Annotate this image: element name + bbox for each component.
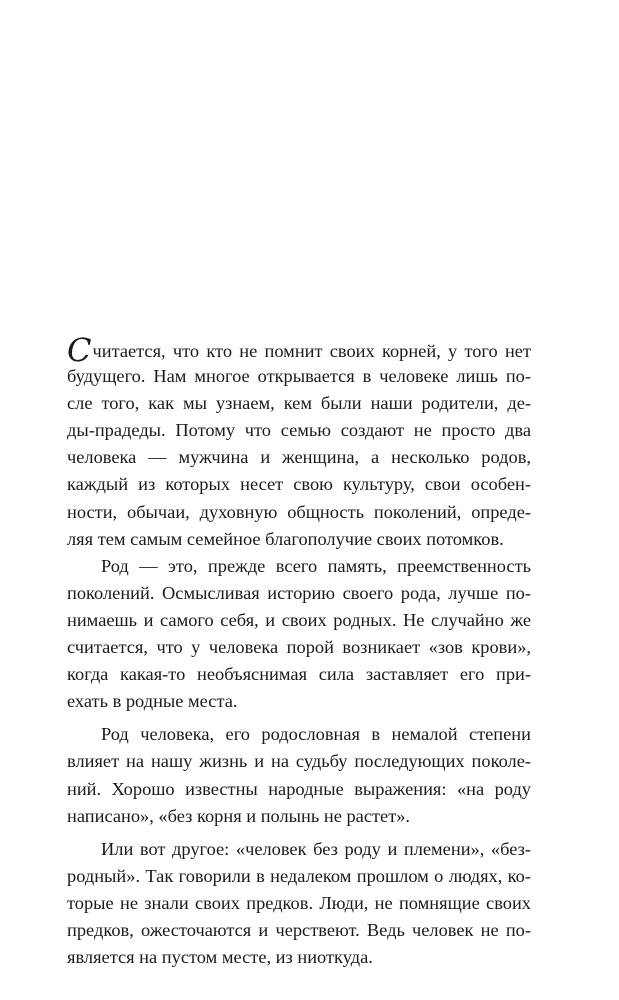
text-line: будущего. Нам многое открывается в человеке лишь по-	[67, 366, 531, 387]
text-line: родный». Так говорили в недалеком прошлом о людях, ко-	[67, 865, 531, 886]
text-line: Род человека, его родословная в немалой степени	[101, 724, 531, 745]
text-line: является на пустом месте, из ниоткуда.	[67, 947, 373, 968]
text-line: поколений. Осмысливая историю своего рода, лучше по-	[67, 582, 531, 603]
paragraph-4	[67, 836, 531, 971]
text-line: Род — это, прежде всего память, преемственность	[101, 555, 531, 576]
text-line: ляя тем самым семейное благополучие своих потомков.	[67, 528, 504, 549]
text-line: предков, ожесточаются и черствеют. Ведь человек не по-	[67, 919, 531, 940]
text-line: влияет на нашу жизнь и на судьбу последующих поколе-	[67, 751, 531, 772]
text-line: ды-прадеды. Потому что семью создают не просто два	[67, 420, 531, 441]
text-line: Или вот другое: «человек без роду и племени», «без-	[101, 838, 531, 859]
text-line: каждый из которых несет свою культуру, свои особен-	[67, 474, 531, 495]
text-line: Считается, что кто не помнит своих корней, у того нет	[67, 331, 531, 369]
text-line: сле того, как мы узнаем, кем были наши родители, де-	[67, 393, 531, 414]
text-line: торые не знали своих предков. Люди, не помнящие своих	[67, 892, 531, 913]
paragraph-1	[67, 331, 531, 553]
paragraph-3	[67, 721, 531, 829]
paragraph-2	[67, 553, 531, 716]
text-line: ехать в родные места.	[67, 691, 238, 712]
body-text	[67, 331, 531, 971]
text-line: ности, обычаи, духовную общность поколений, опреде-	[67, 501, 531, 522]
text-line: нимаешь и самого себя, и своих родных. Не случайно же	[67, 609, 531, 630]
text-line: ний. Хорошо известны народные выражения: «на роду	[67, 778, 531, 799]
text-line: считается, что у человека порой возникает «зов крови»,	[67, 637, 531, 658]
text-line: человека — мужчина и женщина, а несколько родов,	[67, 447, 531, 468]
text-line: когда какая-то необъяснимая сила заставляет его при-	[67, 664, 531, 685]
drop-cap: С	[67, 331, 92, 369]
text-line: написано», «без корня и полынь не растет».	[67, 805, 411, 826]
